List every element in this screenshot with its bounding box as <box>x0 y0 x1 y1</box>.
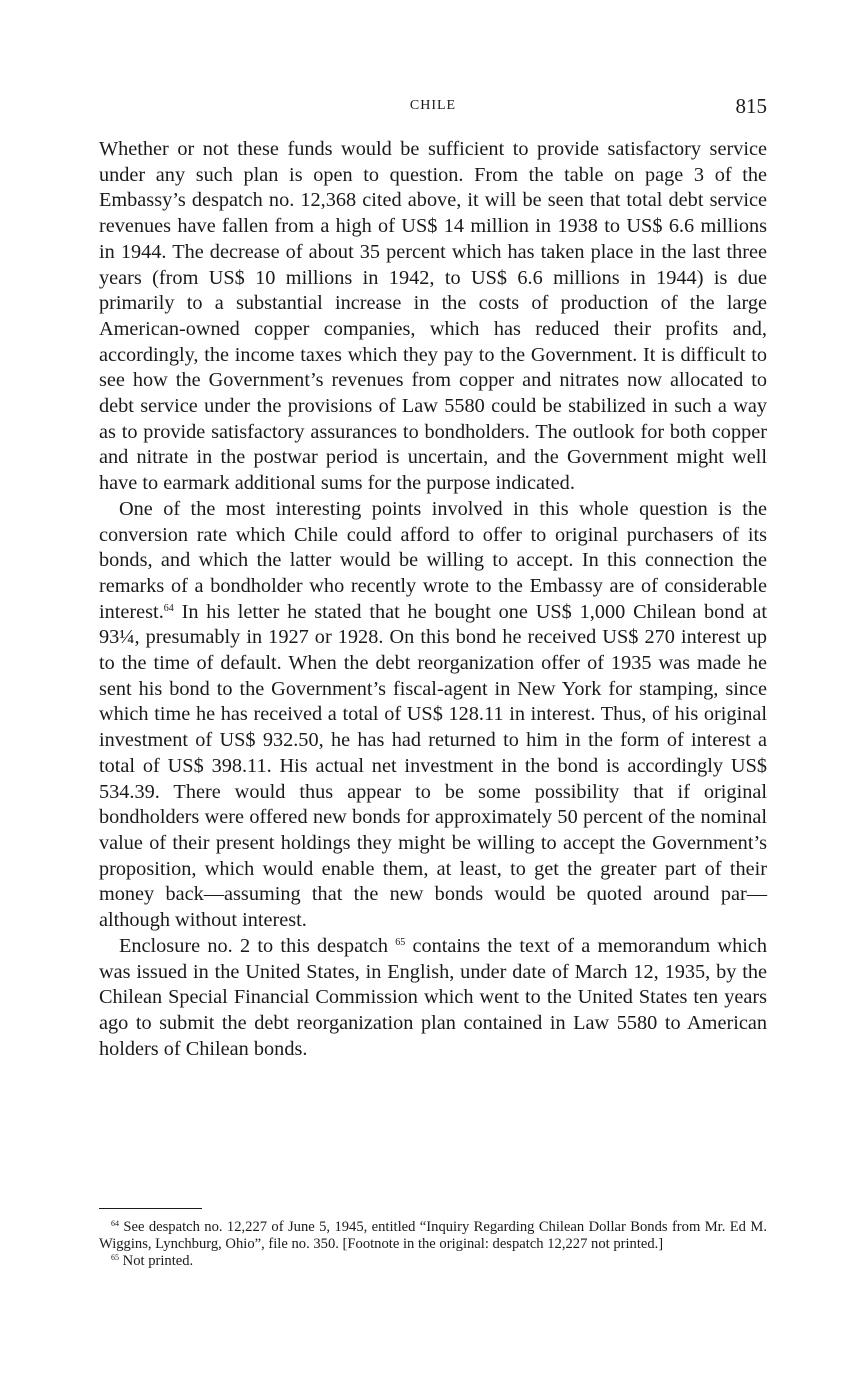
paragraph-text: Enclosure no. 2 to this despatch <box>119 934 396 957</box>
page-number: 815 <box>735 94 767 118</box>
paragraph-text: contains the text of a memorandum which was issued in the United States, in English, under date of March 12, 1935, by the Chilean Special Financial Commission which went to the United States ten years ago to submit the debt reorganization plan contained in Law 5580 to American holders of Chilean bonds. <box>99 934 767 1060</box>
paragraph-text: In his letter he stated that he bought one US$ 1,000 Chilean bond at 93¼, presumably in 1927 or 1928. On this bond he received US$ 270 interest up to the time of default. When the debt reorganization offer of 1935 was made he sent his bond to the Government’s fiscal-agent in New York for stamping, since which time he has received a total of US$ 128.11 in interest. Thus, of his original investment of US$ 932.50, he has had returned to him in the form of interest a total of US$ 398.11. His actual net investment in the bond is accordingly US$ 534.39. There would thus appear to be some possibility that if original bondholders were offered new bonds for approximately 50 percent of the nominal value of their present holdings they might be willing to accept the Government’s proposition, which would enable them, at least, to get the greater part of their money back—assuming that the new bonds would be quoted around par—although without interest. <box>99 600 767 932</box>
footnotes <box>99 1219 767 1270</box>
footnote-marker: 65 <box>111 1253 119 1262</box>
paragraph <box>99 934 767 1063</box>
paragraph <box>99 497 767 934</box>
body-text <box>99 137 767 1062</box>
footnote-reference: 64 <box>163 602 174 614</box>
footnote-rule <box>99 1208 202 1209</box>
paragraph-text: One of the most interesting points involved in this whole question is the conversion rate which Chile could afford to offer to original purchasers of its bonds, and which the latter would be willing to accept. In this connection the remarks of a bondholder who recently wrote to the Embassy are of considerable interest. <box>99 497 767 623</box>
footnote-marker: 64 <box>111 1219 119 1228</box>
footnote <box>99 1219 767 1253</box>
running-head <box>99 94 767 120</box>
paragraph-text: Whether or not these funds would be sufficient to provide satisfactory service under any such plan is open to question. From the table on page 3 of the Embassy’s despatch no. 12,368 cited above, it will be seen that total debt service revenues have fallen from a high of US$ 14 million in 1938 to US$ 6.6 millions in 1944. The decrease of about 35 percent which has taken place in the last three years (from US$ 10 millions in 1942, to US$ 6.6 millions in 1944) is due primarily to a substantial increase in the costs of production of the large American-owned copper companies, which has reduced their profits and, accordingly, the income taxes which they pay to the Government. It is difficult to see how the Government’s revenues from copper and nitrates now allocated to debt service under the provisions of Law 5580 could be stabilized in such a way as to provide satisfactory assurances to bondholders. The outlook for both copper and nitrate in the postwar period is uncertain, and the Government might well have to earmark additional sums for the purpose indicated. <box>99 138 767 495</box>
paragraph <box>99 137 767 497</box>
footnote-reference: 65 <box>395 936 406 948</box>
footnote-text: Not printed. <box>119 1253 194 1269</box>
running-title: CHILE <box>409 98 457 113</box>
footnote-text: See despatch no. 12,227 of June 5, 1945, entitled “Inquiry Regarding Chilean Dollar Bonds from Mr. Ed M. Wiggins, Lynchburg, Ohio”, file no. 350. [Footnote in the original: despatch 12,227 not printed.] <box>99 1219 767 1252</box>
footnote <box>99 1253 767 1270</box>
